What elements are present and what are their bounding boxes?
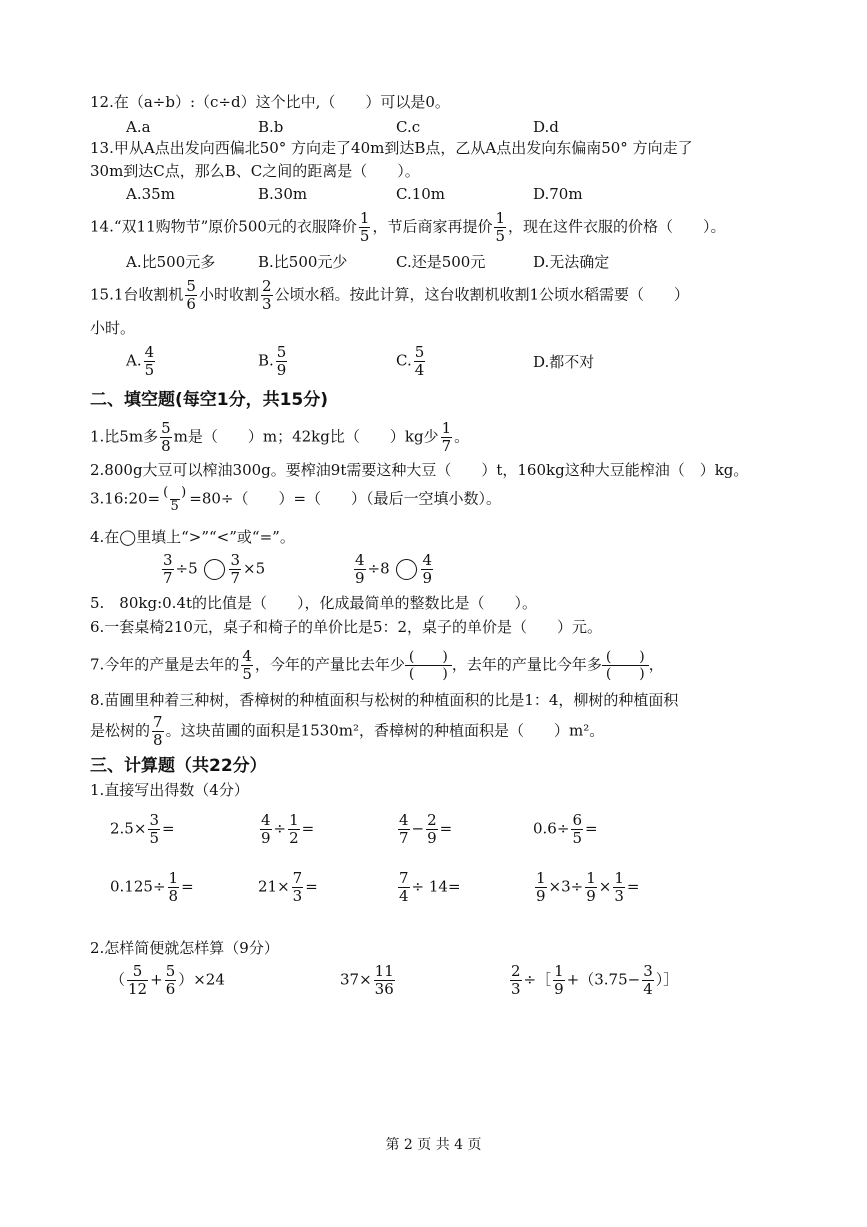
calc-expr: 37× $\frac{11}{36}$ <box>340 962 394 998</box>
q13-option-c: C.10m <box>396 185 446 203</box>
fraction: $\frac{5}{8}$ <box>161 419 171 455</box>
fill-2: 2.800g大豆可以榨油300g。要榨油9t需要这种大豆（ ）t，160kg这种大豆能榨油（ ）kg。 <box>90 461 749 479</box>
q14-option-c: C.还是500元 <box>396 253 486 271</box>
q15-option-c: C. $\frac{5}{4}$ <box>396 343 425 379</box>
fraction: $\frac{1}{5}$ <box>359 209 370 245</box>
fraction: ( ) 5 <box>163 485 187 514</box>
answer-circle[interactable] <box>396 559 417 580</box>
q13-option-a: A.35m <box>126 185 175 203</box>
q15-option-d: D.都不对 <box>533 353 595 371</box>
calc-expr: $\frac{4}{9}$ ÷ $\frac{1}{2}$ = <box>261 811 315 847</box>
q13-option-b: B.30m <box>258 185 308 203</box>
q14-option-d: D.无法确定 <box>533 253 610 271</box>
fill-6: 6.一套桌椅210元，桌子和椅子的单价比是5：2，桌子的单价是（ ）元。 <box>90 618 603 636</box>
q15-option-a: A. $\frac{4}{5}$ <box>126 343 155 379</box>
fraction: $\frac{2}{3}$ <box>261 277 272 313</box>
q14-text: 14.“双11购物节”原价500元的衣服降价 $\frac{1}{5}$ ，节后商家再提价 $\frac{1}{5}$ ，现在这件衣服的价格（ ）。 <box>90 209 726 245</box>
fill-5: 5. 80kg:0.4t的比值是（ ），化成最简单的整数比是（ ）。 <box>90 594 538 612</box>
q12-option-c: C.c <box>396 118 421 136</box>
fraction: $\frac{1}{5}$ <box>495 209 506 245</box>
section-2-heading: 二、填空题(每空1分，共15分) <box>90 390 329 410</box>
calc-expr: $\frac{7}{4}$ ÷ 14= <box>399 869 461 905</box>
blank-fraction[interactable]: ( ) ( ) <box>405 649 452 682</box>
calc-1-title: 1.直接写出得数（4分） <box>90 781 249 799</box>
calc-expr: 0.6÷ $\frac{6}{5}$ = <box>533 811 598 847</box>
fill-3: 3.16:20= ( ) 5 =80÷（ ）=（ ）（最后一空填小数）。 <box>90 485 502 514</box>
calc-expr: 0.125÷ $\frac{1}{8}$ = <box>110 869 194 905</box>
q13-line1: 13.甲从A点出发向西偏北50° 方向走了40m到达B点，乙从A点出发向东偏南50° 方向走了 <box>90 139 693 157</box>
fraction: $\frac{1}{7}$ <box>441 419 452 455</box>
q14-option-b: B.比500元少 <box>258 253 348 271</box>
q12-option-b: B.b <box>258 118 284 136</box>
answer-circle[interactable] <box>204 559 225 580</box>
fill-4-title: 4.在◯里填上“>”“<”或“=”。 <box>90 528 295 546</box>
calc-expr: （ $\frac{5}{12}$ + $\frac{5}{6}$ ）×24 <box>110 962 225 998</box>
q13-line2: 30m到达C点，那么B、C之间的距离是（ ）。 <box>90 162 420 180</box>
fill-4-expr-1: $\frac{3}{7}$ ÷5 $\frac{3}{7}$ ×5 <box>163 551 266 587</box>
calc-expr: $\frac{4}{7}$ − $\frac{2}{9}$ = <box>399 811 453 847</box>
fill-8-line2: 是松树的 $\frac{7}{8}$ 。这块苗圃的面积是1530m²，香樟树的种植面积是（ ）m²。 <box>90 713 605 749</box>
calc-expr: $\frac{1}{9}$ ×3÷ $\frac{1}{9}$ × $\frac{1}{3}$ = <box>536 869 640 905</box>
q13-option-d: D.70m <box>533 185 583 203</box>
calc-2-title: 2.怎样简便就怎样算（9分） <box>90 939 279 957</box>
blank-fraction[interactable]: ( ) ( ) <box>602 649 649 682</box>
page-footer: 第 2 页 共 4 页 <box>385 1137 482 1153</box>
q12-option-d: D.d <box>533 118 559 136</box>
q12-option-a: A.a <box>126 118 151 136</box>
fill-7: 7.今年的产量是去年的 $\frac{4}{5}$ ，今年的产量比去年少 ( ) ( ) ，去年的产量比今年多 ( ) ( ) ， <box>90 647 664 683</box>
fill-4-expr-2: $\frac{4}{9}$ ÷8 $\frac{4}{9}$ <box>355 551 432 587</box>
q15-text: 15.1台收割机 $\frac{5}{6}$ 小时收割 $\frac{2}{3}$ 公顷水稻。按此计算，这台收割机收割1公顷水稻需要（ ） <box>90 277 690 313</box>
calc-expr: $\frac{2}{3}$ ÷［ $\frac{1}{9}$ +（3.75− $\frac{3}{4}$ ）］ <box>511 962 679 998</box>
fill-1: 1.比5m多 $\frac{5}{8}$ m是（ ）m；42kg比（ ）kg少 $\frac{1}{7}$ 。 <box>90 419 470 455</box>
q14-option-a: A.比500元多 <box>126 253 216 271</box>
q15-option-b: B. $\frac{5}{9}$ <box>258 343 287 379</box>
calc-expr: 2.5× $\frac{3}{5}$ = <box>110 811 175 847</box>
q12-text: 12.在（a÷b）:（c÷d）这个比中,（ ）可以是0。 <box>90 93 450 111</box>
fill-8-line1: 8.苗圃里种着三种树，香樟树的种植面积与松树的种植面积的比是1：4，柳树的种植面积 <box>90 691 679 709</box>
q15-line2: 小时。 <box>90 319 136 337</box>
section-3-heading: 三、计算题（共22分） <box>90 756 267 776</box>
fraction: $\frac{5}{6}$ <box>186 277 196 313</box>
calc-expr: 21× $\frac{7}{3}$ = <box>258 869 318 905</box>
